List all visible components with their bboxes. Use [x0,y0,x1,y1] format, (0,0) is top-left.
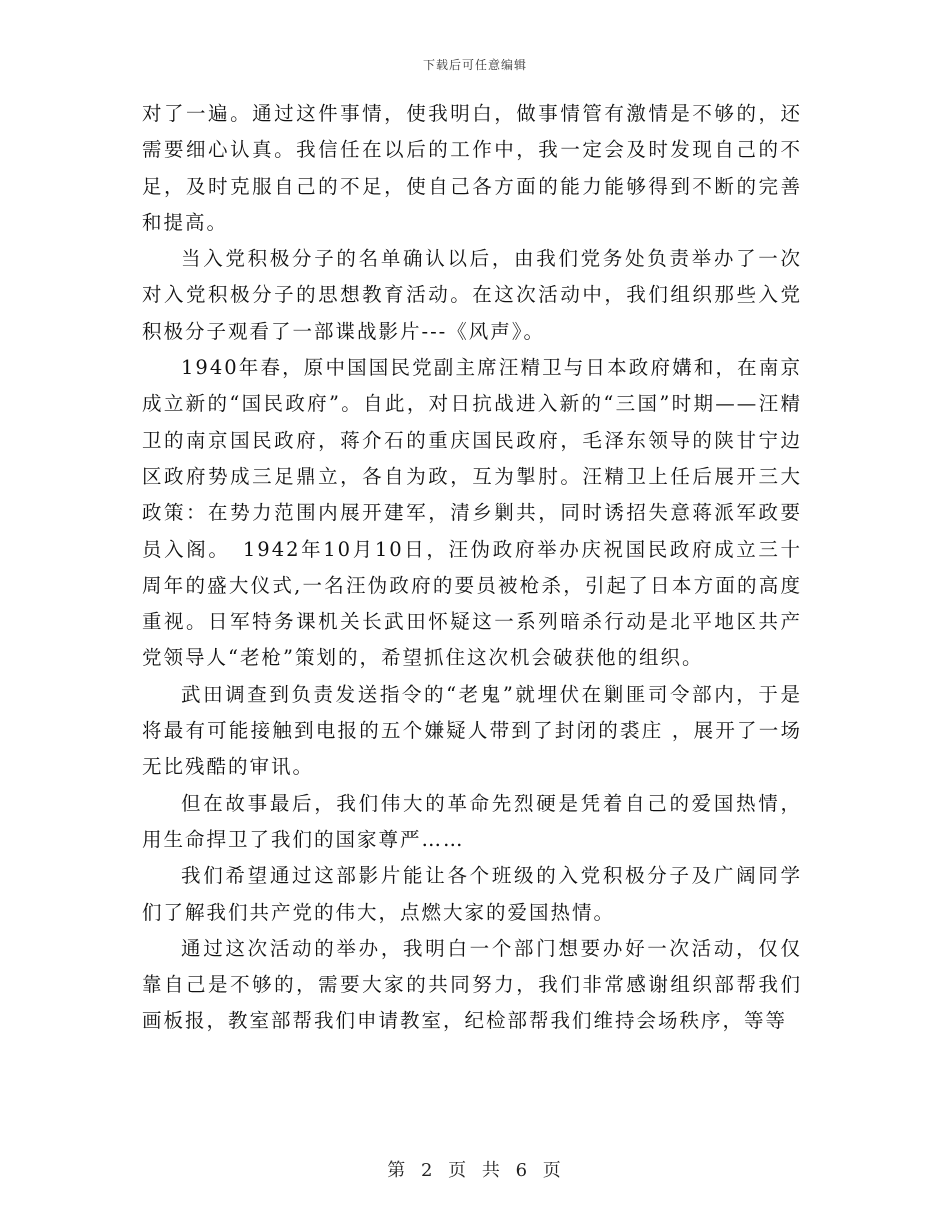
document-body [142,96,802,1040]
paragraph-4: 武田调查到负责发送指令的“老鬼”就埋伏在剿匪司令部内，于是将最有可能接触到电报的五个嫌疑人带到了封闭的裘庄 ，展开了一场无比残酷的审讯。 [142,682,802,779]
paragraph-5: 但在故事最后，我们伟大的革命先烈硬是凭着自己的爱国热情，用生命捍卫了我们的国家尊严…… [142,791,802,851]
paragraph-2: 当入党积极分子的名单确认以后，由我们党务处负责举办了一次对入党积极分子的思想教育活动。在这次活动中，我们组织那些入党积极分子观看了一部谍战影片---《风声》。 [142,247,802,343]
paragraph-6: 我们希望通过这部影片能让各个班级的入党积极分子及广阔同学们了解我们共产党的伟大，点燃大家的爱国热情。 [142,864,802,924]
page-number-footer: 第 2 页 共 6 页 [387,1160,563,1181]
page-header-note: 下载后可任意编辑 [422,58,527,72]
paragraph-3: 1940年春，原中国国民党副主席汪精卫与日本政府媾和，在南京成立新的“国民政府”。自此，对日抗战进入新的“三国”时期——汪精卫的南京国民政府，蒋介石的重庆国民政府，毛泽东领导的陕甘宁边区政府势成三足鼎立，各自为政，互为掣肘。汪精卫上任后展开三大政策：在势力范围内展开建军，清乡剿共，同时诱招失意蒋派军政要员入阁。 1942年10月10日，汪伪政府举办庆祝国民政府成立三十周年的盛大仪式,一名汪伪政府的要员被枪杀，引起了日本方面的高度重视。日军特务课机关长武田怀疑这一系列暗杀行动是北平地区共产党领导人“老枪”策划的，希望抓住这次机会破获他的组织。 [142,356,802,670]
paragraph-1: 对了一遍。通过这件事情，使我明白，做事情管有激情是不够的，还需要细心认真。我信任在以后的工作中，我一定会及时发现自己的不足，及时克服自己的不足，使自己各方面的能力能够得到不断的完善和提高。 [142,102,802,234]
paragraph-7: 通过这次活动的举办，我明白一个部门想要办好一次活动，仅仅靠自己是不够的，需要大家的共同努力，我们非常感谢组织部帮我们画板报，教室部帮我们申请教室，纪检部帮我们维持会场秩序，等等 [142,936,802,1033]
